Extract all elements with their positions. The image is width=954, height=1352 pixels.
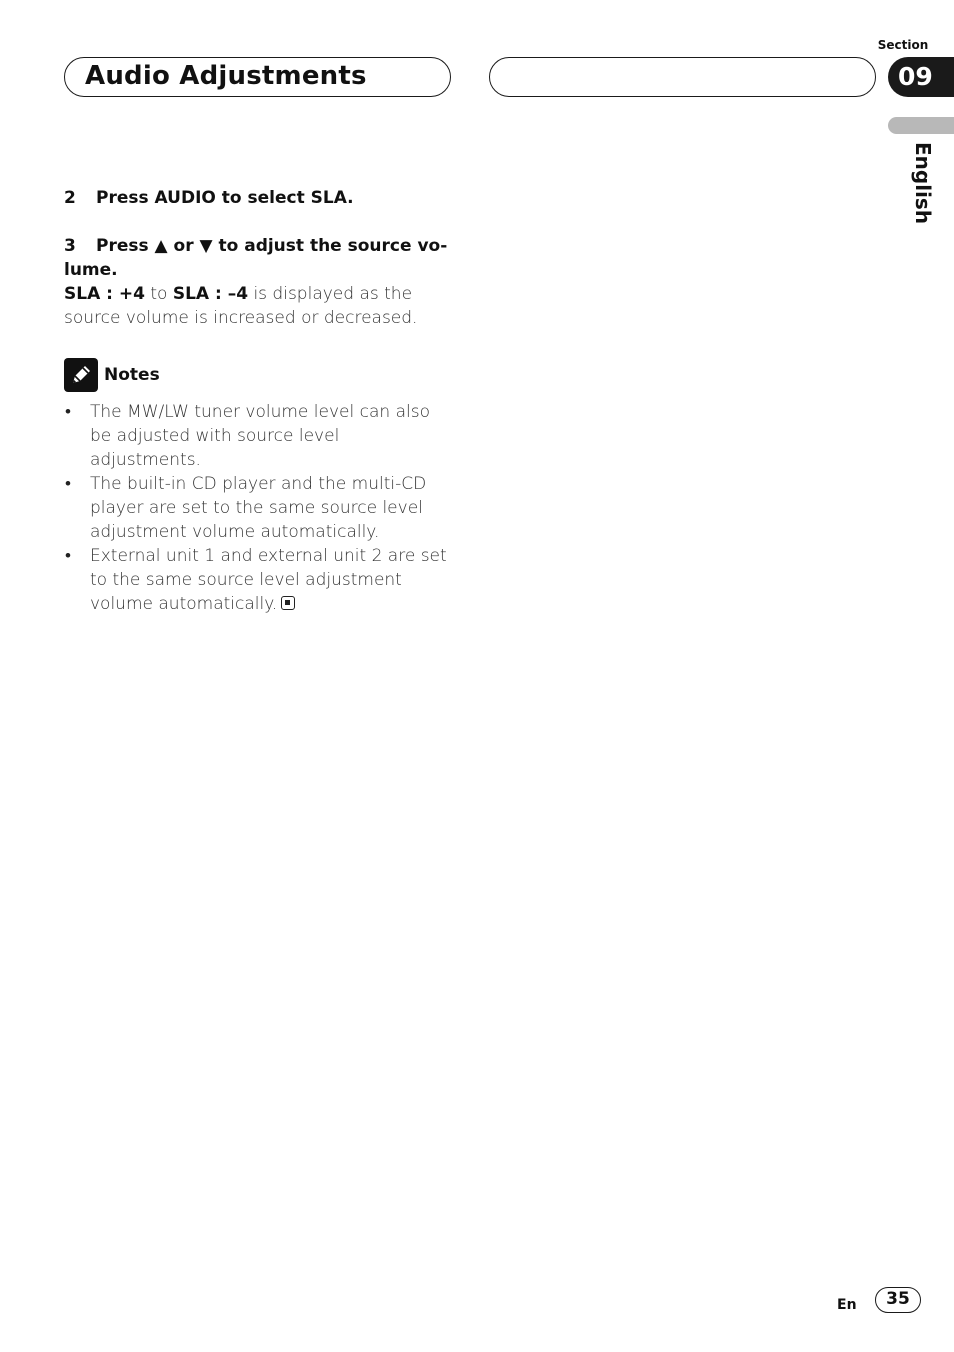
sla-low-value: SLA : –4 <box>172 284 249 304</box>
header-blank-bar <box>489 57 876 97</box>
step-text: Press ▲ or ▼ to adjust the source vo- lume. <box>64 236 448 280</box>
step-3 <box>64 234 452 282</box>
pencil-icon <box>64 358 98 392</box>
step-number: 3 <box>64 236 76 256</box>
page-number: 35 <box>875 1287 921 1313</box>
notes-header <box>64 358 452 392</box>
main-content <box>64 186 452 616</box>
note-item <box>64 544 452 616</box>
step-2 <box>64 186 452 210</box>
step-number: 2 <box>64 188 76 208</box>
section-number-tab <box>888 57 954 97</box>
note-text: External unit 1 and external unit 2 are set to the same source level adjustment volume automatically. <box>90 546 447 614</box>
notes-heading: Notes <box>104 365 160 385</box>
step-text: Press AUDIO to select SLA. <box>96 188 354 208</box>
step-3-detail <box>64 282 452 330</box>
note-item: • The built-in CD player and the multi-CD player are set to the same source level adjustment volume automatically. <box>64 472 452 544</box>
connector-text: to <box>150 284 168 304</box>
language-label: English <box>911 142 935 225</box>
detail-description: is displayed as the source volume is increased or decreased. <box>64 284 418 328</box>
section-number: 09 <box>898 62 933 91</box>
notes-list <box>64 400 452 616</box>
language-tab <box>888 117 954 134</box>
section-label: Section <box>877 38 929 52</box>
footer-language-code: En <box>837 1297 857 1313</box>
note-item: • The MW/LW tuner volume level can also be adjusted with source level adjustments. <box>64 400 452 472</box>
end-of-section-icon <box>281 596 295 610</box>
section-title-bar <box>64 57 451 97</box>
page-title: Audio Adjustments <box>85 61 367 91</box>
sla-high-value: SLA : +4 <box>64 284 145 304</box>
